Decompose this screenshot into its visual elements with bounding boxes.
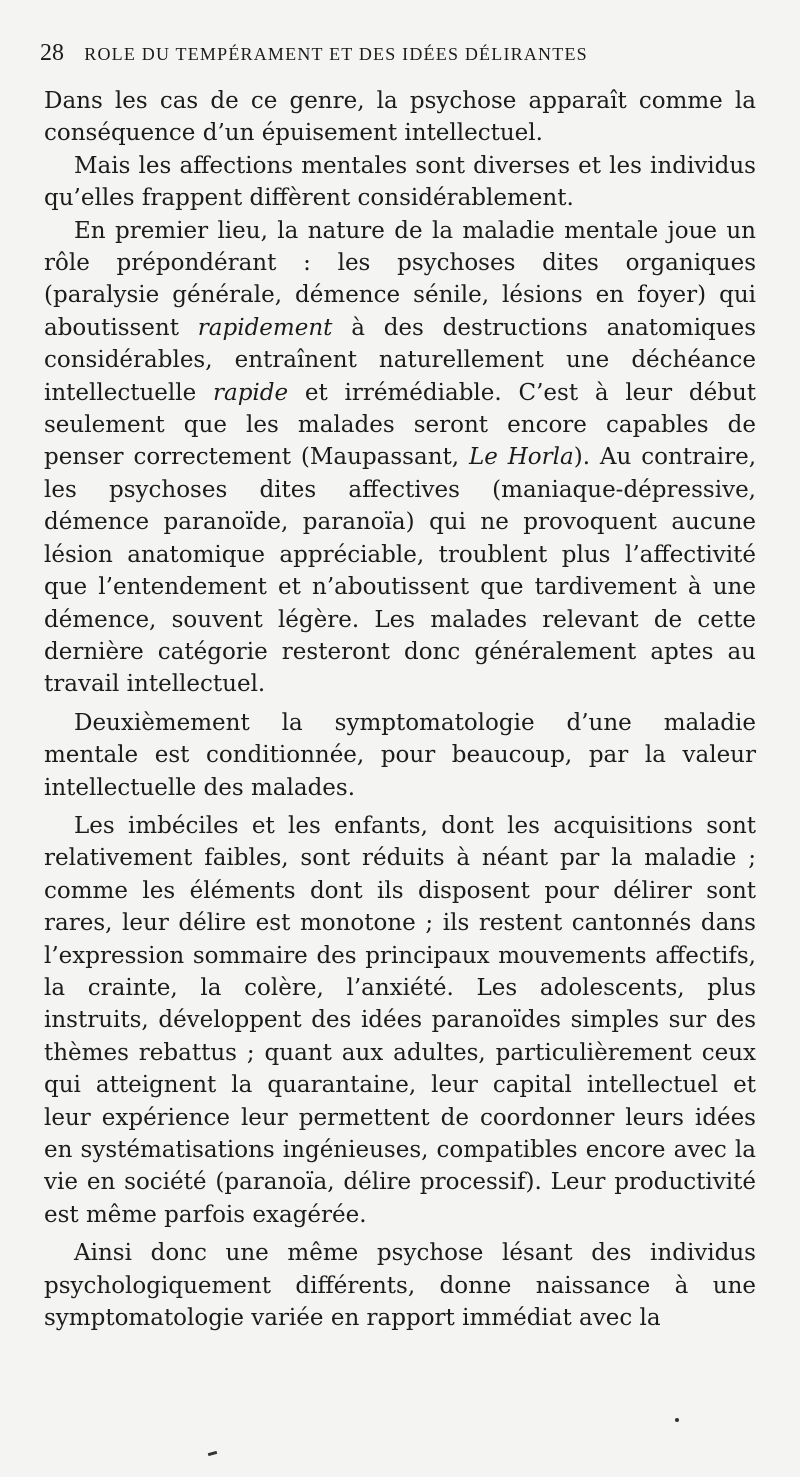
page-number: 28 xyxy=(40,40,64,66)
text-run: Ainsi donc une même psychose lésant des individus psychologiquement différents, donne naissance à une symptomatologie variée en rapport immédiat avec la xyxy=(44,1240,756,1332)
italic-text: rapidement xyxy=(197,314,333,341)
text-run: ). Au contraire, les psychoses dites affectives (maniaque-dépressive, démence paranoïde, paranoïa) qui ne provoquent aucune lésion anatomique appréciable, troublent plus l’affectivité que l’entendement et n’aboutissent que tardivement à une démence, souvent légère. Les malades relevant de cette dernière catégorie resteront donc généralement aptes au travail intellectuel. xyxy=(44,444,757,698)
text-run: et irrémédiable. C’est à leur début seulement que les malades seront encore capables de penser correctement (Maupassant, xyxy=(44,379,756,471)
text-run: à des destructions anatomiques considérables, entraînent naturellement une déchéance intellectuelle xyxy=(44,314,757,406)
page-header xyxy=(40,40,755,67)
paragraph xyxy=(44,150,756,215)
scan-speck xyxy=(675,1418,679,1422)
text-run: Deuxièmement la symptomatologie d’une maladie mentale est conditionnée, pour beaucoup, par la valeur intellectuelle des malades. xyxy=(44,709,756,801)
paragraph xyxy=(44,810,756,1231)
scan-speck xyxy=(208,1451,217,1456)
italic-text: Le Horla xyxy=(468,444,574,471)
italic-text: rapide xyxy=(213,379,289,406)
paragraph xyxy=(44,85,756,150)
text-run: Les imbéciles et les enfants, dont les acquisitions sont relativement faibles, sont réduits à néant par la maladie ; comme les éléments dont ils disposent pour délirer sont rares, leur délire est monotone ; ils restent cantonnés dans l’expression sommaire des principaux mouvements affectifs, la crainte, la colère, l’anxiété. Les adolescents, plus instruits, développent des idées paranoïdes simples sur des thèmes rebattus ; quant aux adultes, particulièrement ceux qui atteignent la quarantaine, leur capital intellectuel et leur expérience leur permettent de coordonner leurs idées en systématisations ingénieuses, compatibles encore avec la vie en société (paranoïa, délire processif). Leur productivité est même parfois exagérée. xyxy=(44,812,756,1228)
body-text xyxy=(44,85,756,1334)
text-run: Mais les affections mentales sont diverses et les individus qu’elles frappent diffèrent considérablement. xyxy=(44,152,756,212)
text-run: En premier lieu, la nature de la maladie mentale joue un rôle prépondérant : les psychoses dites organiques (paralysie générale, démence sénile, lésions en foyer) qui aboutissent xyxy=(44,217,756,341)
paragraph xyxy=(44,215,756,701)
paragraph xyxy=(44,707,756,804)
text-run: Dans les cas de ce genre, la psychose apparaît comme la conséquence d’un épuisement intellectuel. xyxy=(44,88,756,147)
running-title: ROLE DU TEMPÉRAMENT ET DES IDÉES DÉLIRANTES xyxy=(84,44,588,64)
paragraph xyxy=(44,1237,756,1334)
